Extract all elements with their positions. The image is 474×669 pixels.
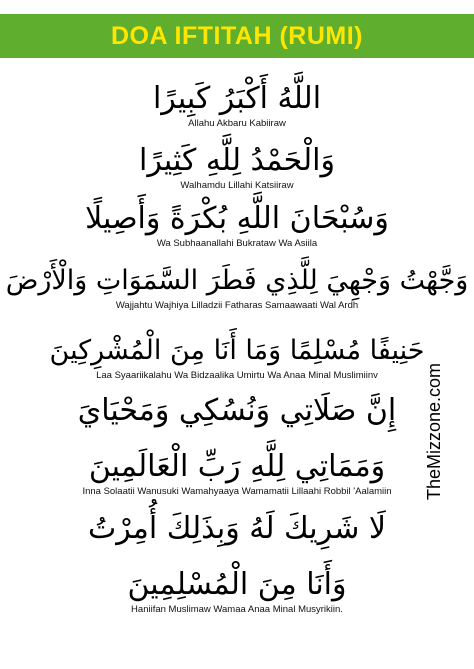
verse-3 [0,200,474,250]
rumi-text: Walhamdu Lillahi Katsiiraw [180,180,294,191]
arabic-text: حَنِيفًا مُسْلِمًا وَمَا أَنَا مِنَ الْمُشْرِكِينَ [49,335,425,366]
arabic-text: وَجَّهْتُ وَجْهِيَ لِلَّذِي فَطَرَ السَّمَوَاتِ وَالْأَرْضَ [5,265,469,296]
arabic-text: وَمَمَاتِي لِلَّهِ رَبِّ الْعَالَمِينَ [88,449,386,484]
rumi-text: Laa Syaariikalahu Wa Bidzaalika Umirtu Wa Anaa Minal Muslimiinv [96,370,378,381]
rumi-text: Wa Subhaanallahi Bukrataw Wa Asiila [156,238,318,249]
verse-5 [0,332,474,382]
site-watermark: TheMizzone.com [424,362,444,500]
verse-2 [0,142,474,192]
arabic-text: وَأَنَا مِنَ الْمُسْلِمِينَ [127,567,347,602]
rumi-text: Haniifan Muslimaw Wamaa Anaa Minal Musyrikiin. [131,604,343,615]
rumi-text: Wajjahtu Wajhiya Lilladzii Fatharas Samaawaati Wal Ardh [115,300,359,311]
rumi-text: Inna Solaatii Wanusuki Wamahyaaya Wamamatii Lillaahi Robbil 'Aalamiin [82,486,392,497]
title-banner [0,14,474,58]
verse-4 [0,262,474,312]
verse-6 [0,392,474,430]
arabic-text: وَسُبْحَانَ اللَّهِ بُكْرَةً وَأَصِيلًا [85,201,389,236]
arabic-text: اللَّهُ أَكْبَرُ كَبِيرًا [152,81,322,116]
page-title: DOA IFTITAH (RUMI) [110,21,363,50]
arabic-text: وَالْحَمْدُ لِلَّهِ كَثِيرًا [139,143,335,178]
rumi-text: Allahu Akbaru Kabiiraw [188,118,286,129]
arabic-text: لَا شَرِيكَ لَهُ وَبِذَلِكَ أُمِرْتُ [87,511,386,546]
verse-7 [0,448,474,498]
arabic-text: إِنَّ صَلَاتِي وَنُسُكِي وَمَحْيَايَ [77,393,397,428]
verse-8 [0,510,474,548]
verse-9 [0,566,474,616]
verse-1 [0,80,474,130]
